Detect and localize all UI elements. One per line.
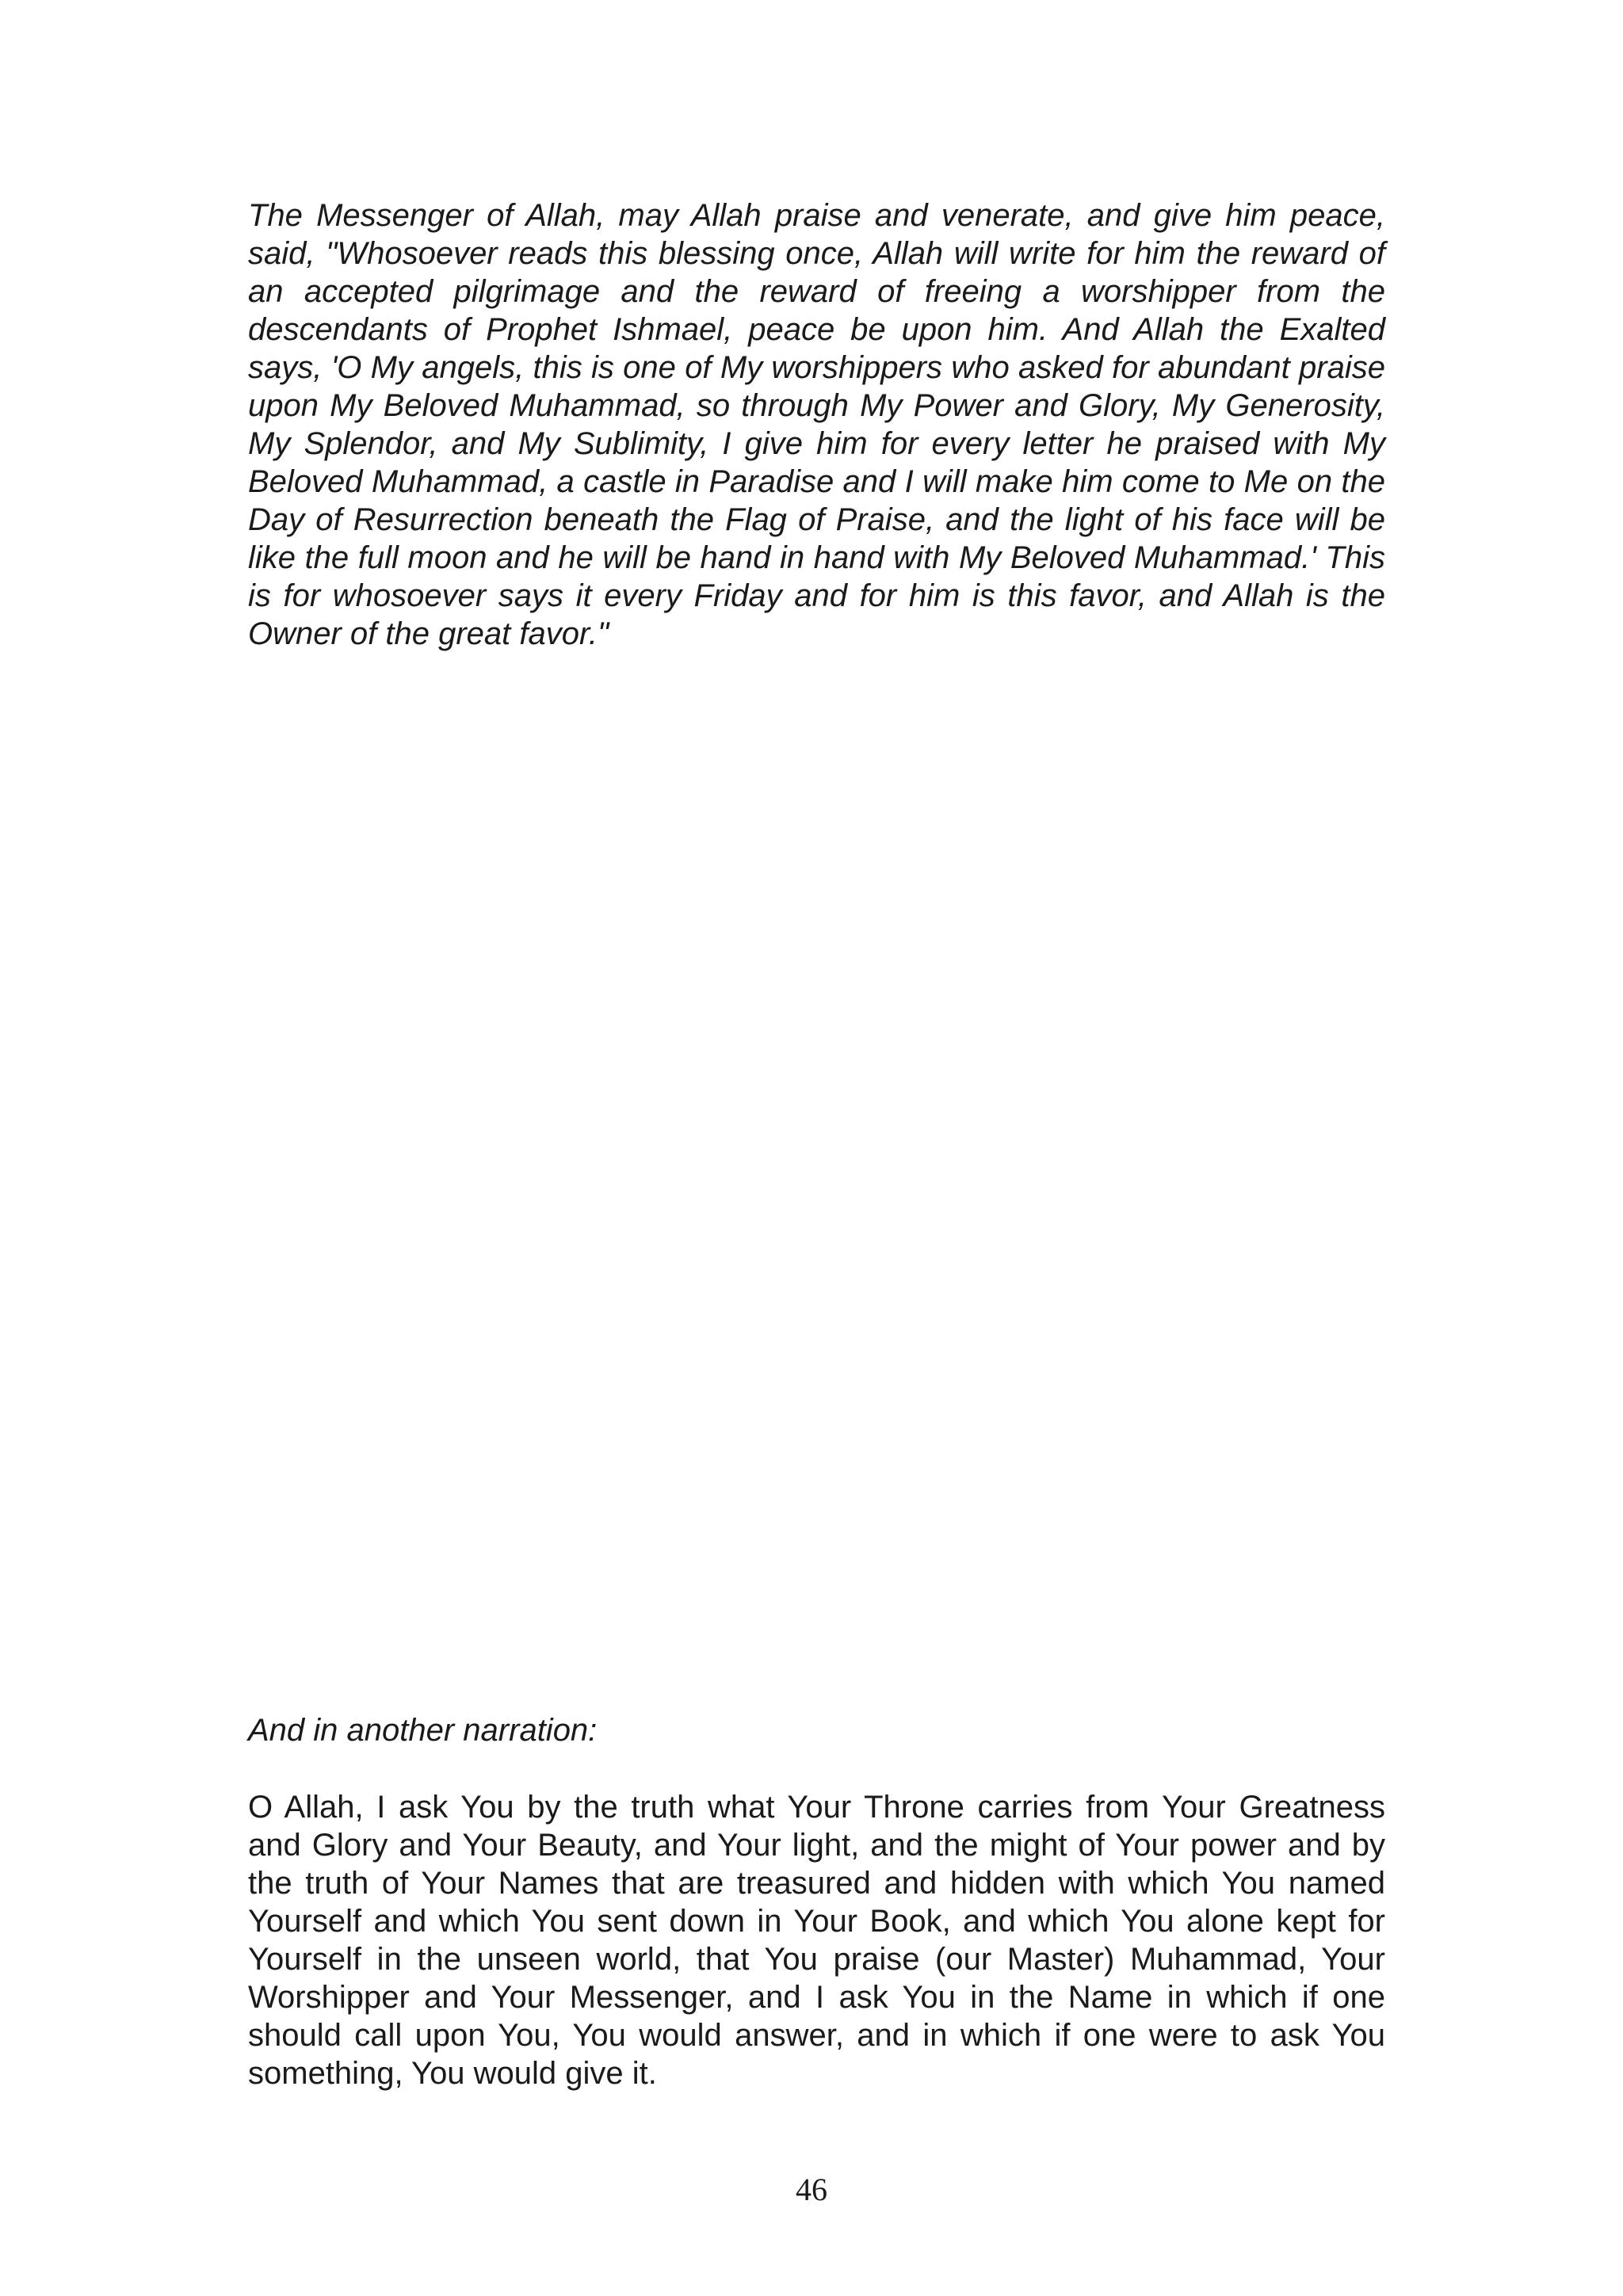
- page-number: 46: [796, 2172, 827, 2207]
- narration-heading: And in another narration:: [248, 1713, 598, 1748]
- hadith-paragraph: The Messenger of Allah, may Allah praise and venerate, and give him peace, said, "Whosoever reads this blessing once, Allah will write for him the reward of an accepted pilgrimage and the reward of freeing a worshipper from the descendants of Prophet Ishmael, peace be upon him. And Allah the Exalted says, 'O My angels, this is one of My worshippers who asked for abundant praise upon My Beloved Muhammad, so through My Power and Glory, My Generosity, My Splendor, and My Sublimity, I give him for every letter he praised with My Beloved Muhammad, a castle in Paradise and I will make him come to Me on the Day of Resurrection beneath the Flag of Praise, and the light of his face will be like the full moon and he will be hand in hand with My Beloved Muhammad.' This is for whosoever says it every Friday and for him is this favor, and Allah is the Owner of the great favor.": [248, 198, 1385, 651]
- prayer-paragraph: O Allah, I ask You by the truth what Your Throne carries from Your Greatness and Glory and Your Beauty, and Your light, and the might of Your power and by the truth of Your Names that are treasured and hidden with which You named Yourself and which You sent down in Your Book, and which You alone kept for Yourself in the unseen world, that You praise (our Master) Muhammad, Your Worshipper and Your Messenger, and I ask You in the Name in which if one should call upon You, You would answer, and in which if one were to ask You something, You would give it.: [248, 1790, 1385, 2091]
